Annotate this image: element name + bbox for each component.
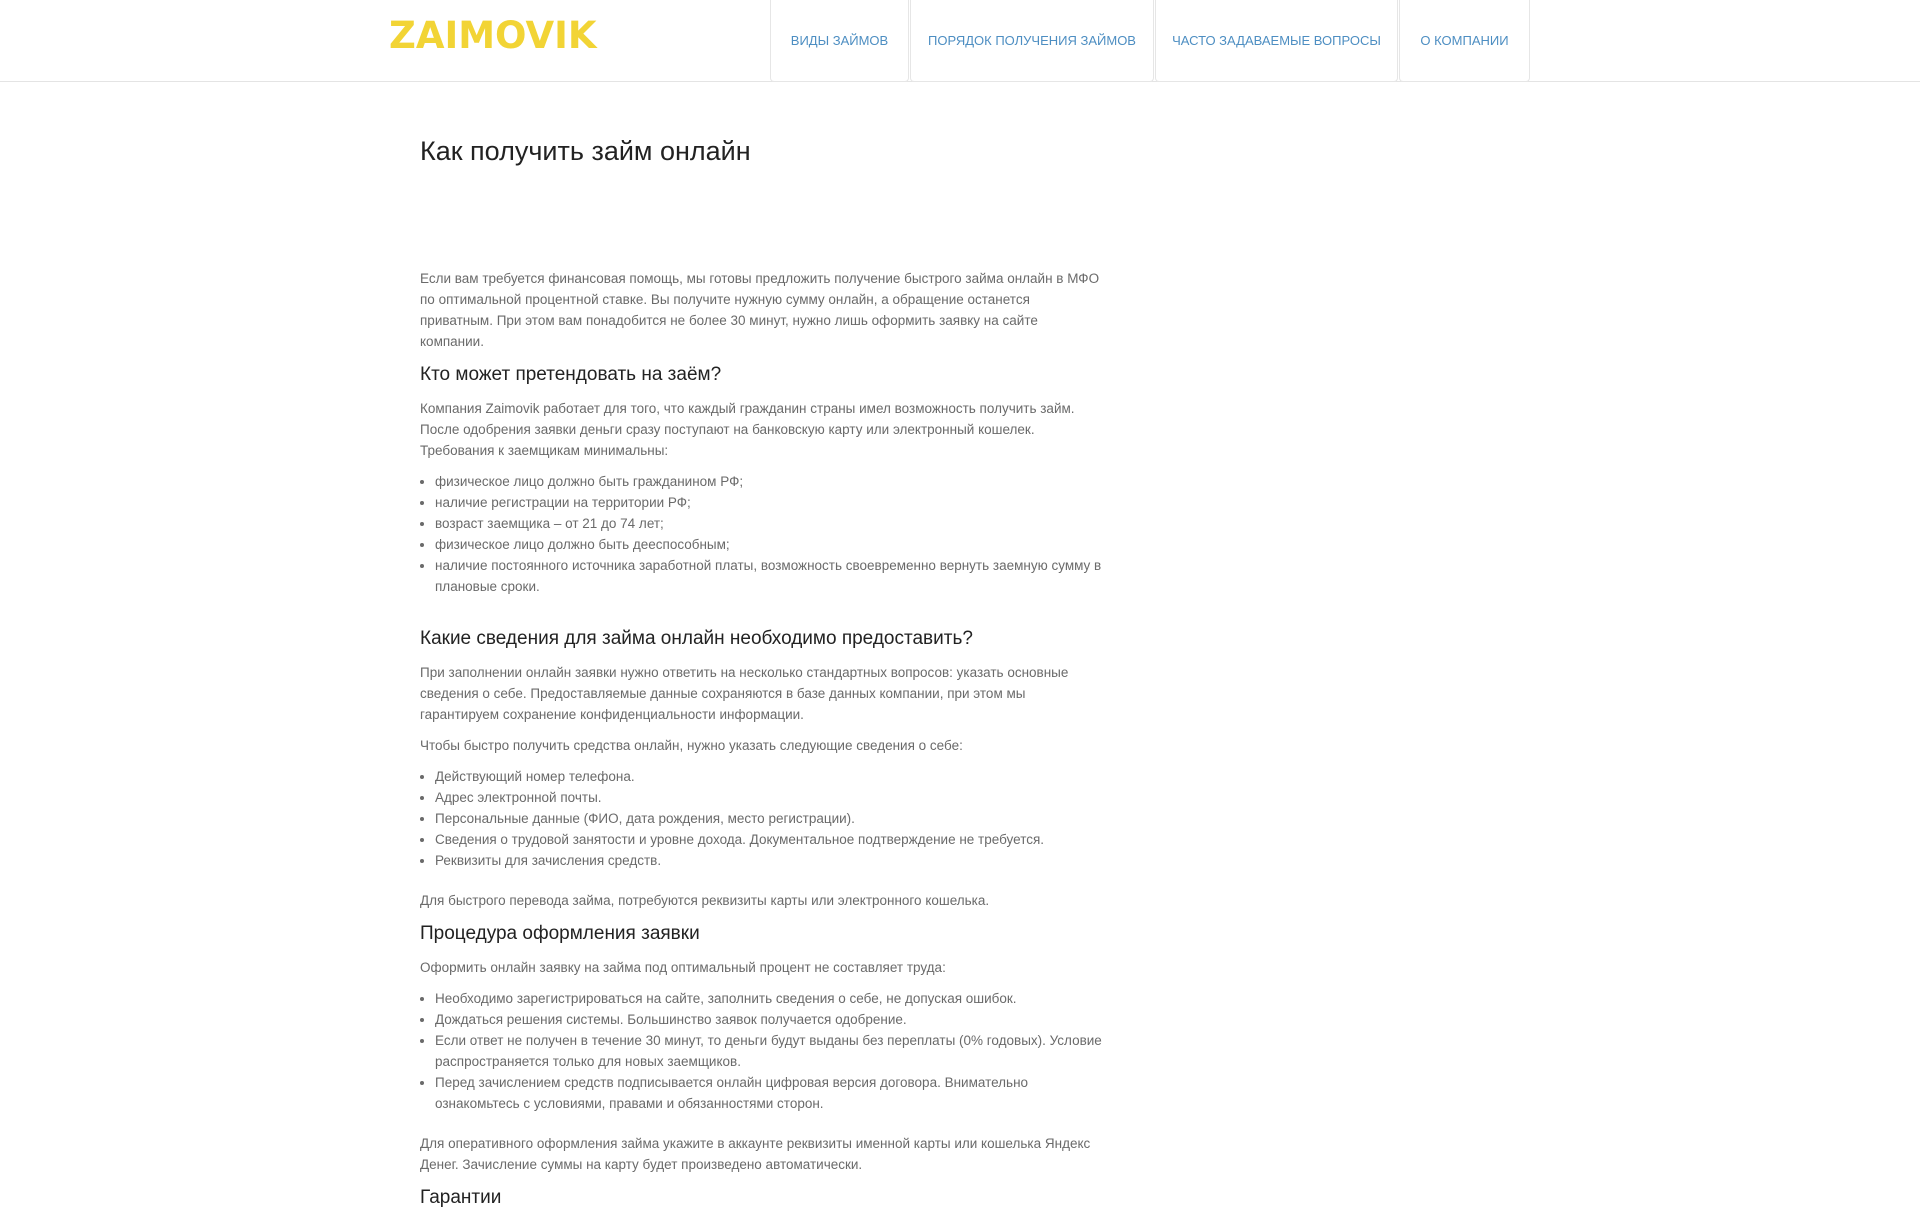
- section-heading-required-info: Какие сведения для займа онлайн необходимо предоставить?: [420, 628, 973, 649]
- nav-item-about[interactable]: О КОМПАНИИ: [1399, 0, 1530, 82]
- list-item: • возраст заемщика – от 21 до 74 лет;: [435, 513, 1104, 534]
- intro-paragraph: Если вам требуется финансовая помощь, мы готовы предложить получение быстрого займа онлайн в МФО по оптимальной процентной ставке. Вы получите нужную сумму онлайн, а обращение останется приватным. При этом вам понадобится не более 30 минут, нужно лишь оформить заявку на сайте компании.: [420, 271, 1100, 349]
- section-heading-procedure: Процедура оформления заявки: [420, 923, 700, 944]
- site-header: [0, 0, 1920, 82]
- list-item: • Адрес электронной почты.: [435, 787, 1104, 808]
- page-title: Как получить займ онлайн: [420, 136, 751, 166]
- list-item: • Персональные данные (ФИО, дата рождения, место регистрации).: [435, 808, 1104, 829]
- list-item: • Сведения о трудовой занятости и уровне дохода. Документальное подтверждение не требуется.: [435, 829, 1104, 850]
- list-item: • физическое лицо должно быть гражданином РФ;: [435, 471, 1104, 492]
- section-heading-eligibility: Кто может претендовать на заём?: [420, 364, 722, 385]
- main-nav: [770, 0, 1531, 82]
- requirements-list: [420, 471, 1104, 597]
- list-item: • Действующий номер телефона.: [435, 766, 1104, 787]
- nav-item-faq[interactable]: ЧАСТО ЗАДАВАЕМЫЕ ВОПРОСЫ: [1155, 0, 1398, 82]
- list-item: • Дождаться решения системы. Большинство заявок получается одобрение.: [435, 1009, 1104, 1030]
- nav-item-loan-types[interactable]: ВИДЫ ЗАЙМОВ: [770, 0, 909, 82]
- paragraph: Оформить онлайн заявку на займа под оптимальный процент не составляет труда:: [420, 960, 946, 975]
- paragraph: Компания Zaimovik работает для того, что каждый гражданин страны имел возможность получить займ. После одобрения заявки деньги сразу поступают на банковскую карту или электронный кошелек. Требования к заемщикам минимальны:: [420, 401, 1075, 458]
- required-info-list: [420, 766, 1104, 871]
- nav-item-loan-procedure[interactable]: ПОРЯДОК ПОЛУЧЕНИЯ ЗАЙМОВ: [910, 0, 1154, 82]
- list-item: • наличие регистрации на территории РФ;: [435, 492, 1104, 513]
- list-item: • наличие постоянного источника заработной платы, возможность своевременно вернуть заемную сумму в плановые сроки.: [435, 555, 1104, 597]
- paragraph: Для быстрого перевода займа, потребуются реквизиты карты или электронного кошелька.: [420, 893, 990, 908]
- list-item: • Необходимо зарегистрироваться на сайте, заполнить сведения о себе, не допуская ошибок.: [435, 988, 1104, 1009]
- article: [420, 126, 1104, 1211]
- site-logo[interactable]: ZAIMOVIK: [389, 14, 597, 57]
- procedure-list: [420, 988, 1104, 1114]
- paragraph: Для оперативного оформления займа укажите в аккаунте реквизиты именной карты или кошелька Яндекс Денег. Зачисление суммы на карту будет произведено автоматически.: [420, 1136, 1091, 1172]
- paragraph: Чтобы быстро получить средства онлайн, нужно указать следующие сведения о себе:: [420, 738, 963, 753]
- list-item: • Перед зачислением средств подписывается онлайн цифровая версия договора. Внимательно ознакомьтесь с условиями, правами и обязанностями сторон.: [435, 1072, 1104, 1114]
- paragraph: При заполнении онлайн заявки нужно ответить на несколько стандартных вопросов: указать основные сведения о себе. Предоставляемые данные сохраняются в базе данных компании, при этом мы гарантируем сохранение конфиденциальности информации.: [420, 665, 1069, 722]
- list-item: • Если ответ не получен в течение 30 минут, то деньги будут выданы без переплаты (0% годовых). Условие распространяется только для новых заемщиков.: [435, 1030, 1104, 1072]
- list-item: • Реквизиты для зачисления средств.: [435, 850, 1104, 871]
- section-heading-guarantees: Гарантии: [420, 1187, 502, 1208]
- list-item: • физическое лицо должно быть дееспособным;: [435, 534, 1104, 555]
